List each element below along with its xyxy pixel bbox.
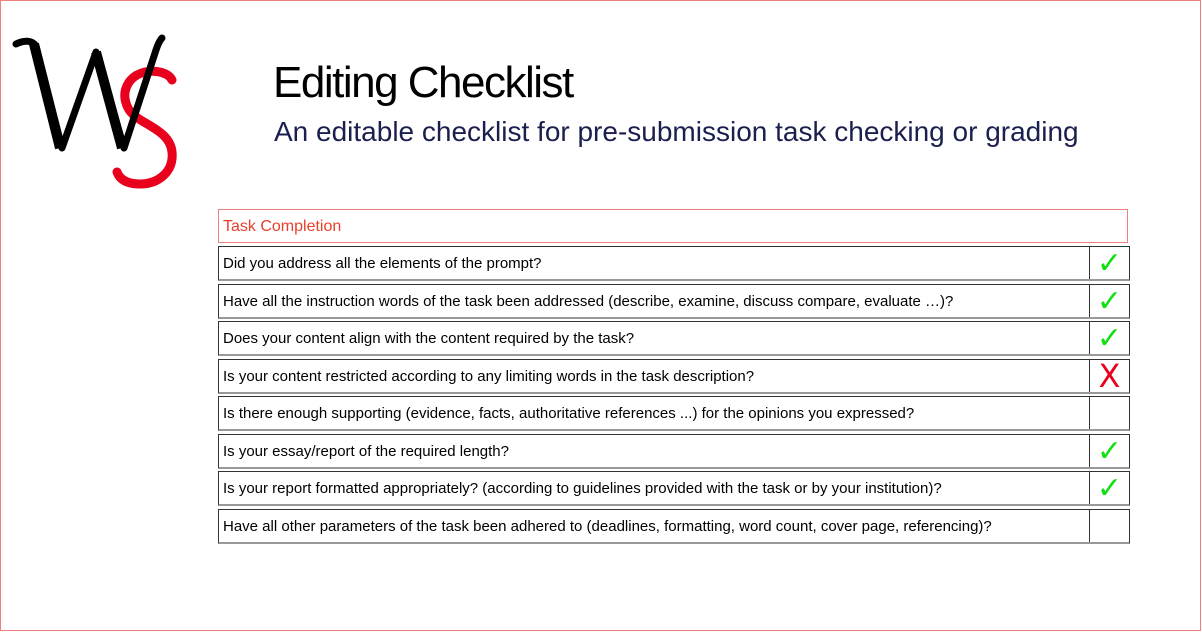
checklist-row: [218, 356, 1130, 395]
checklist-row: [218, 434, 1130, 469]
section-header-task-completion: Task Completion: [218, 209, 1128, 243]
page-subtitle: An editable checklist for pre-submission task checking or grading: [274, 116, 1079, 147]
checklist-question[interactable]: Did you address all the elements of the prompt?: [219, 247, 1090, 279]
checklist-question[interactable]: Is your essay/report of the required length?: [219, 435, 1090, 467]
checkmark-icon[interactable]: ✓: [1096, 472, 1123, 505]
checklist-question[interactable]: Is your content restricted according to any limiting words in the task description?: [219, 360, 1090, 392]
checkmark-icon[interactable]: ✓: [1096, 322, 1123, 355]
checkmark-icon[interactable]: ✓: [1096, 284, 1123, 318]
cross-icon[interactable]: X: [1098, 356, 1121, 395]
checklist-question[interactable]: Is there enough supporting (evidence, facts, authoritative references ...) for the opinions you expressed?: [219, 397, 1090, 429]
checklist-row: [218, 284, 1130, 319]
ws-logo: [0, 0, 200, 200]
empty-mark-cell[interactable]: [1090, 397, 1129, 429]
checklist-question[interactable]: Have all the instruction words of the task been addressed (describe, examine, discuss compare, evaluate …)?: [219, 285, 1090, 317]
checkmark-icon[interactable]: ✓: [1096, 434, 1123, 468]
checklist-question[interactable]: Is your report formatted appropriately? (according to guidelines provided with the task or by your institution)?: [219, 472, 1090, 504]
checklist-row: [218, 471, 1130, 506]
checkmark-icon[interactable]: ✓: [1096, 247, 1123, 280]
checklist-question[interactable]: Does your content align with the content required by the task?: [219, 322, 1090, 354]
checklist-row: [218, 246, 1130, 281]
empty-mark-cell[interactable]: [1090, 510, 1129, 542]
checklist-row: [218, 509, 1130, 544]
page-title: Editing Checklist: [273, 58, 573, 107]
checklist-row: [218, 396, 1130, 431]
checklist-row: [218, 321, 1130, 356]
checklist-question[interactable]: Have all other parameters of the task been adhered to (deadlines, formatting, word count, cover page, referencing)?: [219, 510, 1090, 542]
checklist-table: [218, 246, 1130, 546]
